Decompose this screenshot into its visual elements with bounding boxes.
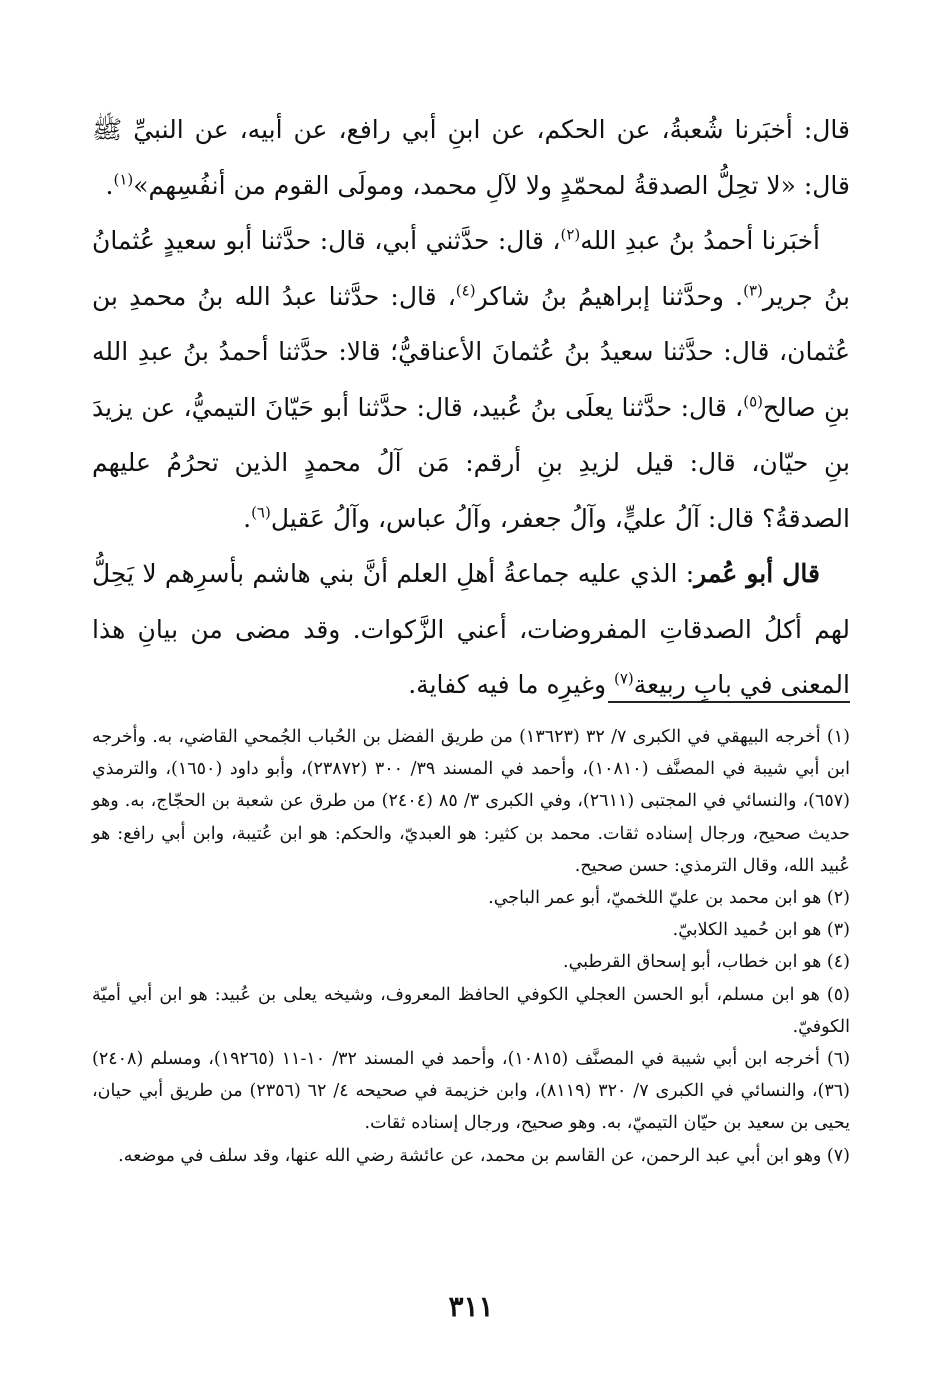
paragraph-3-text-2: وغيرِه ما فيه كفاية.: [408, 670, 614, 699]
footnote-5: (٥) هو ابن مسلم، أبو الحسن العجلي الكوفي الحافظ المعروف، وشيخه يعلى بن عُبيد: هو ابن أبي أميّة الكوفيّ.: [92, 984, 850, 1037]
paragraph-2-text-6: .: [243, 503, 252, 533]
footnote-ref-5[interactable]: (٥): [743, 392, 764, 411]
page-number: ٣١١: [448, 1290, 494, 1323]
footnotes: [92, 721, 850, 1172]
paragraph-3-text-1: : الذي عليه جماعةُ أهلِ العلم أنَّ بني هاشم بأسرِهم لا يَحِلُّ لهم أكلُ الصدقاتِ المفروضات، أعني الزَّكوات. وقد مضى من بيانِ هذا المعنى في بابِ ربيعة: [92, 559, 850, 699]
footnote-4: (٤) هو ابن خطاب، أبو إسحاق القرطبي.: [563, 952, 850, 973]
paragraph-2-text-1: أخبَرنا أحمدُ بنُ عبدِ الله: [580, 226, 820, 255]
footnote-1: (١) أخرجه البيهقي في الكبرى ٧/ ٣٢ (١٣٦٢٣) من طريق الفضل بن الحُباب الجُمحي القاضي، به. وأخرجه ابن أبي شيبة في المصنَّف (١٠٨١٠)، وأحمد في المسند ٣٩/ ٣٠٠ (٢٣٨٧٢)، وأبو داود (١٦٥٠)، والترمذي (٦٥٧)، والنسائي في المجتبى (٢٦١١)، وفي الكبرى ٣/ ٨٥ (٢٤٠٤) من طرق عن شعبة بن الحجّاج، به. وهو حديث صحيح، ورجال إسناده ثقات. محمد بن كثير: هو العبديّ، والحكم: هو ابن عُتيبة، وابن أبي رافع: هو عُبيد الله، وقال الترمذي: حسن صحيح.: [92, 727, 850, 876]
paragraph-1-text: قال: أخبَرنا شُعبةُ، عن الحكم، عن ابنِ أبي رافع، عن أبيه، عن النبيِّ ﷺ قال: «لا تحِلُّ الصدقةُ لمحمّدٍ ولا لآلِ محمد، ومولَى القوم من أنفُسِهم»: [92, 115, 850, 200]
footnote-ref-2[interactable]: (٢): [560, 225, 581, 244]
paragraph-2-text-5: ، قال: حدَّثنا يعلَى بنُ عُبيد، قال: حدَّثنا أبو حَيّانَ التيميُّ، عن يزيدَ بنِ حيّان، قال: قيل لزيدِ بنِ أرقم: مَن آلُ محمدٍ الذين تحرُمُ عليهم الصدقةُ؟ قال: آلُ عليٍّ، وآلُ جعفر، وآلُ عباس، وآلُ عَقيل: [92, 392, 850, 533]
paragraph-2: [92, 213, 850, 546]
paragraph-3: [92, 546, 850, 713]
footnote-ref-6[interactable]: (٦): [251, 503, 271, 522]
paragraph-2-text-3: . وحدَّثنا إبراهيمُ بنُ شاكر: [475, 281, 744, 311]
speaker-label: قال أبو عُمر: [694, 559, 820, 588]
paragraph-1: [92, 102, 850, 213]
footnote-6: (٦) أخرجه ابن أبي شيبة في المصنَّف (١٠٨١٥)، وأحمد في المسند ٣٢/ ١٠-١١ (١٩٢٦٥)، ومسلم (٢٤٠٨) (٣٦)، والنسائي في الكبرى ٧/ ٣٢٠ (٨١١٩)، وابن خزيمة في صحيحه ٤/ ٦٢ (٢٣٥٦) من طريق أبي حيان، يحيى بن سعيد بن حيّان التيميّ، به. وهو صحيح، ورجال إسناده ثقات.: [92, 1049, 851, 1134]
footnote-ref-3[interactable]: (٣): [743, 281, 763, 300]
footnote-2: (٢) هو ابن محمد بن عليّ اللخميّ، أبو عمر الباجي.: [488, 888, 850, 909]
paragraph-2-text-4: ، قال: حدَّثنا عبدُ الله بنُ محمدِ بن عُثمان، قال: حدَّثنا سعيدُ بنُ عُثمانَ الأعناقيُّ؛ قالا: حدَّثنا أحمدُ بنُ عبدِ الله بنِ صالح: [92, 281, 850, 422]
footnote-ref-4[interactable]: (٤): [455, 281, 476, 300]
footnote-ref-1[interactable]: (١): [113, 170, 134, 189]
footnote-ref-7[interactable]: (٧): [613, 669, 634, 688]
footnote-3: (٣) هو ابن حُميد الكلابيّ.: [672, 920, 850, 941]
footnote-7: (٧) وهو ابن أبي عبد الرحمن، عن القاسم بن محمد، عن عائشة رضي الله عنها، وقد سلف في موضعه.: [118, 1145, 850, 1166]
footnote-separator: [608, 701, 850, 703]
paragraph-1-end: .: [105, 170, 114, 200]
main-text: [92, 102, 850, 713]
paragraph-2-text-2: ، قال: حدَّثني أبي، قال: حدَّثنا أبو سعيدٍ عُثمانُ بنُ جرير: [92, 226, 850, 311]
